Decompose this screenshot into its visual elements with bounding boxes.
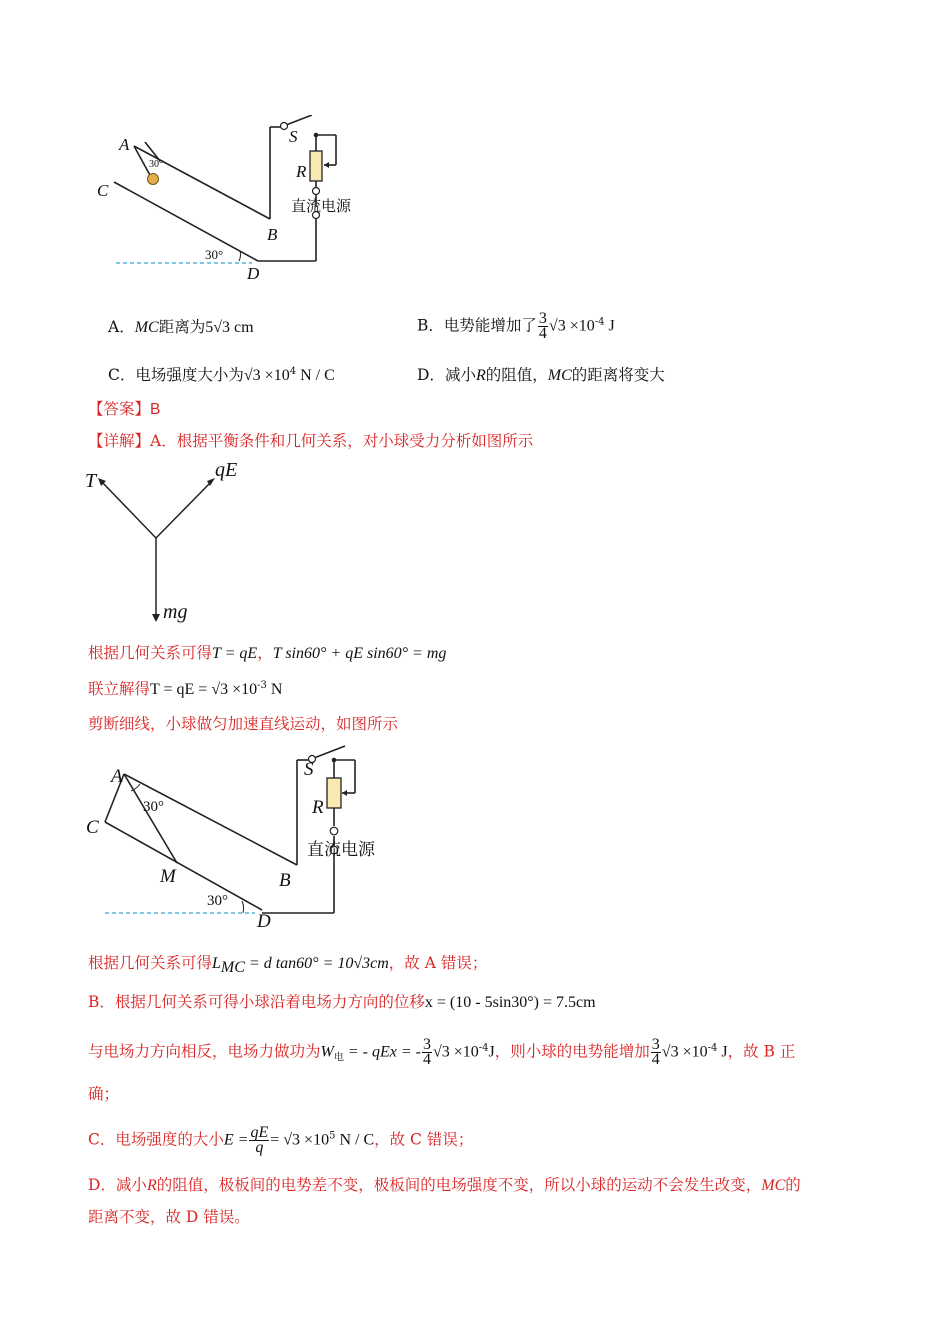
option-a[interactable]: A．MC距离为5√3 cm (108, 318, 254, 336)
label-c: C (97, 181, 109, 200)
bottom-line-6: D．减小R的阻值，极板间的电势差不变，极板间的电场强度不变，所以小球的运动不会发生改变，MC的 (88, 1176, 801, 1194)
tension-arrow (100, 480, 156, 538)
angle-a-label: 30° (143, 799, 164, 815)
option-d[interactable]: D．减小R的阻值，MC的距离将变大 (417, 366, 665, 384)
label-d: D (247, 264, 260, 283)
angle-ball-label: 30° (149, 159, 163, 170)
option-b[interactable]: B．电势能增加了 $\frac{3}{4}$ $√3 \times 10^{-4}$ J (417, 310, 615, 342)
bottom-line-1: 根据几何关系可得$L_{MC} = d$ tan60° = 10√3cm，故 A 错误； (88, 954, 488, 977)
dc-source-label: 直流电源 (291, 197, 352, 215)
bottom-line-3: 与电场力方向相反，电场力做功为$W_电$ = - qEx = - $\frac{3}{4}$ $√3 \times 10^{-4}J$，则小球的电势能增加 $\frac{3}{4}$ $√3 \times 10^{-4}$ J，故 B 正 (88, 1036, 796, 1068)
label-s: S (304, 759, 314, 780)
label-d: D (257, 911, 271, 932)
solution-line-2: 联立解得T = qE = $√3 \times 10^{-3}$ N (88, 680, 283, 698)
bottom-line-5: C．电场强度的大小E = $\frac{qE}{q}$ = $√3 \times 10^5$ N / C，故 C 错误； (88, 1124, 474, 1156)
bottom-line-7: 距离不变，故 D 错误。 (88, 1208, 250, 1226)
solution-line-3: 剪断细线，小球做匀加速直线运动，如图所示 (88, 715, 399, 733)
qe-arrow (156, 480, 213, 538)
plate-cd-line (114, 182, 258, 261)
label-b: B (279, 870, 291, 891)
answer-line: 【答案】B (88, 400, 161, 418)
switch-lever (314, 746, 345, 758)
resistor-r (310, 151, 322, 181)
label-r: R (312, 797, 324, 818)
label-b: B (267, 225, 278, 244)
label-s: S (289, 127, 298, 146)
option-c[interactable]: C．电场强度大小为$√3 \times 10^4$ N / C (108, 366, 335, 384)
charged-ball (148, 174, 159, 185)
switch-terminal (281, 123, 288, 130)
label-a: A (111, 766, 123, 787)
plate-ab-line (124, 774, 297, 865)
bottom-line-2: B．根据几何关系可得小球沿着电场力方向的位移x = (10 - 5sin30°) = 7.5cm (88, 993, 596, 1011)
angle-d-label: 30° (205, 247, 224, 262)
label-m: M (160, 866, 176, 887)
label-c: C (86, 817, 99, 838)
explain-line-1: 【详解】A．根据平衡条件和几何关系，对小球受力分析如图所示 (88, 432, 534, 450)
label-a: A (119, 135, 130, 154)
solution-line-1: 根据几何关系可得T = qE，T sin60° + qE sin60° = mg (88, 644, 447, 662)
label-r: R (296, 162, 307, 181)
bottom-line-4: 确； (88, 1085, 120, 1103)
switch-lever (286, 115, 312, 125)
angle-d-label: 30° (207, 893, 228, 909)
label-qe: qE (215, 459, 238, 481)
label-mg: mg (163, 601, 188, 623)
label-t: T (85, 470, 97, 492)
plate-cd-line (105, 822, 262, 910)
resistor-r (327, 778, 341, 808)
dc-source-label: 直流电源 (307, 840, 375, 860)
